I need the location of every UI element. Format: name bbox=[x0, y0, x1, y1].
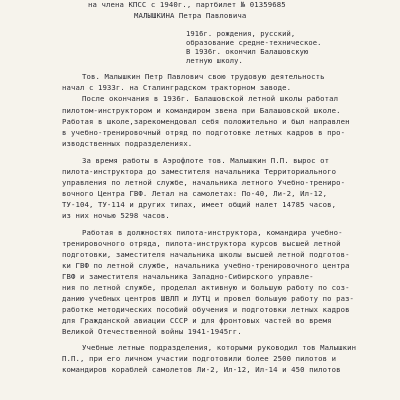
body-line: Тов. Малышкин Петр Павлович свою трудовую деятельность bbox=[82, 72, 325, 81]
body-line: данию учебных центров ШВЛП и ЛУТЦ и провел большую работу по раз- bbox=[62, 294, 355, 303]
body-line: Работая в школе,зарекомендовал себя положительно и был направлен bbox=[62, 117, 350, 126]
body-line: За время работы в Аэрофлоте тов. Малышкин П.П. вырос от bbox=[82, 156, 330, 165]
body-line: вочного Центра ГВФ. Летал на самолетах: По-40, Ли-2, Ил-12, bbox=[62, 189, 328, 198]
body-line: пилотом-инструктором и командиром звена при Балашовской школе. bbox=[62, 106, 341, 115]
bio-line: В 1936г. окончил Балашовскую bbox=[186, 47, 309, 56]
body-line: Учебные летные подразделения, которыми руководил тов Малышкин bbox=[82, 343, 357, 352]
body-line: в учебно-тренировочный отряд по подготовке летных кадров в про- bbox=[62, 128, 346, 137]
body-line: После окончания в 1936г. Балашовской летной школы работал bbox=[82, 94, 339, 103]
body-line: работке методических пособий обучения и подготовки летных кадров bbox=[62, 305, 350, 314]
bio-line: летную школу. bbox=[186, 56, 243, 65]
body-line: Великой Отечественной войны 1941-1945гг. bbox=[62, 327, 242, 336]
header-name: МАЛЫШКИНА Петра Павловича bbox=[134, 11, 247, 20]
body-line: для Гражданской авиации СССР и для фронтовых частей во время bbox=[62, 316, 332, 325]
header-party-line: на члена КПСС с 1940г., партбилет № 01359685 bbox=[88, 0, 286, 9]
body-line: ТУ-104, ТУ-114 и других типах, имеет общий налет 14785 часов, bbox=[62, 200, 337, 209]
body-line: изводственных подразделениях. bbox=[62, 139, 193, 148]
body-line: П.П., при его личном участии подготовили более 2500 пилотов и bbox=[62, 354, 337, 363]
body-line: ки ГВФ по летной службе, начальника учебно-тренировочного центра bbox=[62, 261, 350, 270]
body-line: из них ночью 5298 часов. bbox=[62, 211, 170, 220]
body-line: управления по летной службе, начальника летного Учебно-трениро- bbox=[62, 178, 346, 187]
body-line: тренировочного отряда, пилота-инструктора курсов высшей летной bbox=[62, 239, 341, 248]
body-line: подготовки, заместителя начальника школы высшей летной подготов- bbox=[62, 250, 350, 259]
bio-line: 1916г. рождения, русский, bbox=[186, 29, 296, 38]
body-line: начал с 1933г. на Сталинградском тракторном заводе. bbox=[62, 83, 292, 92]
body-line: пилота-инструктора до заместителя начальника Территориального bbox=[62, 167, 337, 176]
body-line: командиров кораблей самолетов Ли-2, Ил-12, Ил-14 и 450 пилотов bbox=[62, 365, 341, 374]
body-line: ния по летной службе, проделал активную и большую работу по соз- bbox=[62, 283, 350, 292]
body-line: Работая в должностях пилота-инструктора, командира учебно- bbox=[82, 228, 343, 237]
body-line: ГВФ и заместителя начальника Западно-Сибирского управле- bbox=[62, 272, 314, 281]
bio-line: образование средне-техническое. bbox=[186, 38, 322, 47]
